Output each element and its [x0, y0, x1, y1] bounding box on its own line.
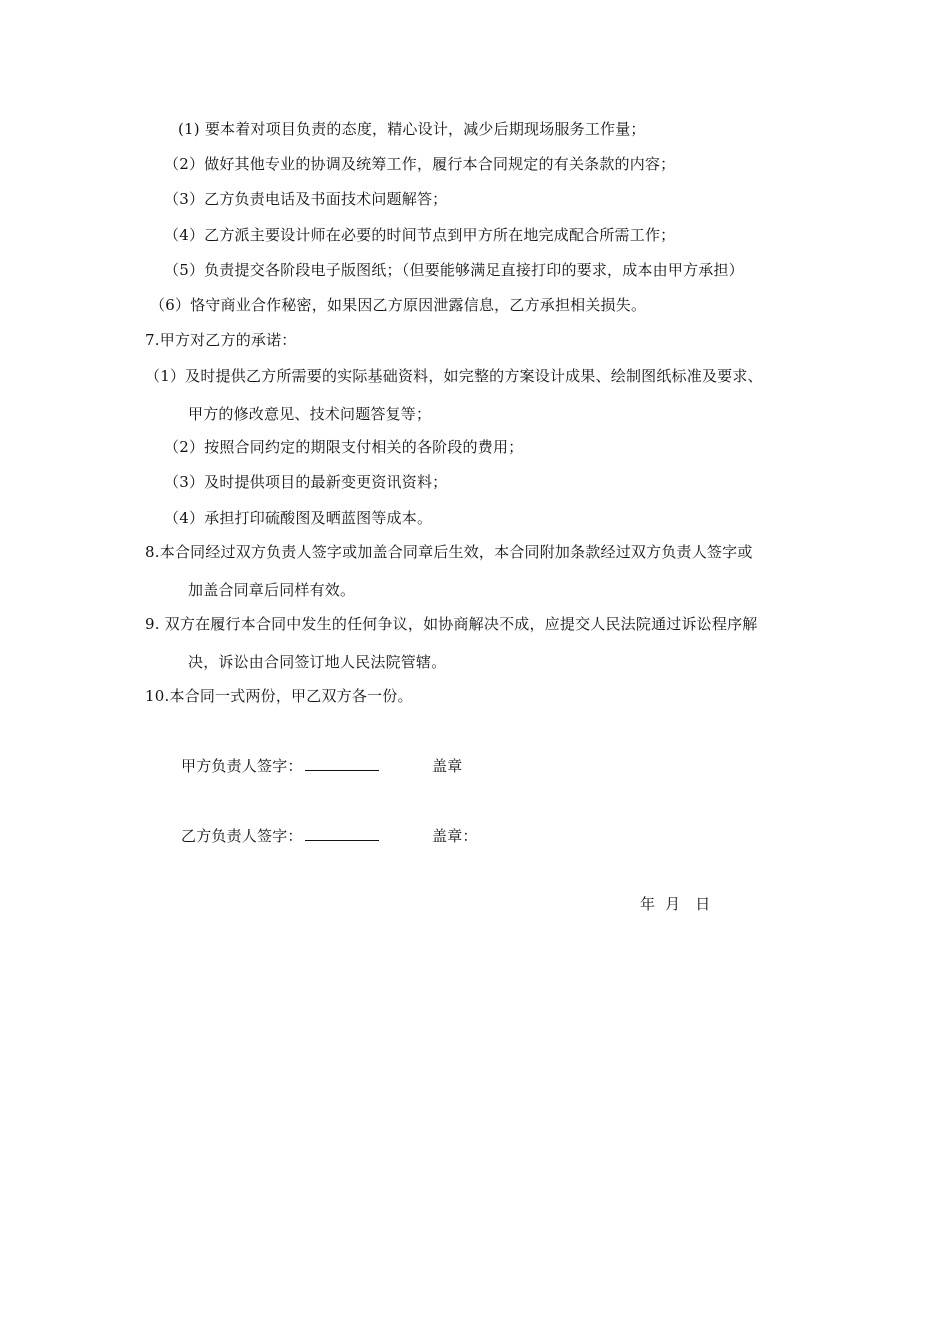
duty-item-5: （5）负责提交各阶段电子版图纸；（但要能够满足直接打印的要求，成本由甲方承担） — [164, 261, 744, 279]
clause-9-line-1: 9. 双方在履行本合同中发生的任何争议，如协商解决不成，应提交人民法院通过诉讼程序解 — [145, 615, 758, 633]
party-a-signature-row — [181, 756, 379, 776]
date-line: 年 月 日 — [640, 895, 711, 913]
duty-item-3: （3）乙方负责电话及书面技术问题解答； — [164, 190, 448, 208]
clause-7-item-1-line-1: （1）及时提供乙方所需要的实际基础资料，如完整的方案设计成果、绘制图纸标准及要求、 — [145, 367, 763, 385]
clause-7-item-4: （4）承担打印硫酸图及晒蓝图等成本。 — [164, 509, 433, 527]
party-b-signature-blank[interactable] — [305, 826, 379, 841]
party-a-seal: 盖章 — [432, 757, 463, 775]
duty-item-2: （2）做好其他专业的协调及统筹工作，履行本合同规定的有关条款的内容； — [164, 155, 676, 173]
clause-7-item-2: （2）按照合同约定的期限支付相关的各阶段的费用； — [164, 438, 524, 456]
clause-9-line-2: 决，诉讼由合同签订地人民法院管辖。 — [188, 653, 447, 671]
clause-8-line-2: 加盖合同章后同样有效。 — [188, 581, 356, 599]
duty-item-6: （6）恪守商业合作秘密，如果因乙方原因泄露信息，乙方承担相关损失。 — [150, 296, 647, 314]
clause-7-item-1-line-2: 甲方的修改意见、技术问题答复等； — [188, 405, 432, 423]
party-a-signature-label: 甲方负责人签字： — [181, 757, 303, 775]
clause-7-heading: 7.甲方对乙方的承诺： — [145, 331, 297, 349]
duty-item-1: (1) 要本着对项目负责的态度，精心设计，减少后期现场服务工作量； — [178, 120, 646, 138]
party-b-signature-row — [181, 826, 379, 846]
clause-7-item-3: （3）及时提供项目的最新变更资讯资料； — [164, 473, 448, 491]
duty-item-4: （4）乙方派主要设计师在必要的时间节点到甲方所在地完成配合所需工作； — [164, 226, 676, 244]
party-b-signature-label: 乙方负责人签字： — [181, 827, 303, 845]
party-a-signature-blank[interactable] — [305, 756, 379, 771]
clause-8-line-1: 8.本合同经过双方负责人签字或加盖合同章后生效，本合同附加条款经过双方负责人签字或 — [145, 543, 753, 561]
clause-10: 10.本合同一式两份，甲乙双方各一份。 — [145, 687, 413, 705]
party-b-seal: 盖章： — [432, 827, 478, 845]
